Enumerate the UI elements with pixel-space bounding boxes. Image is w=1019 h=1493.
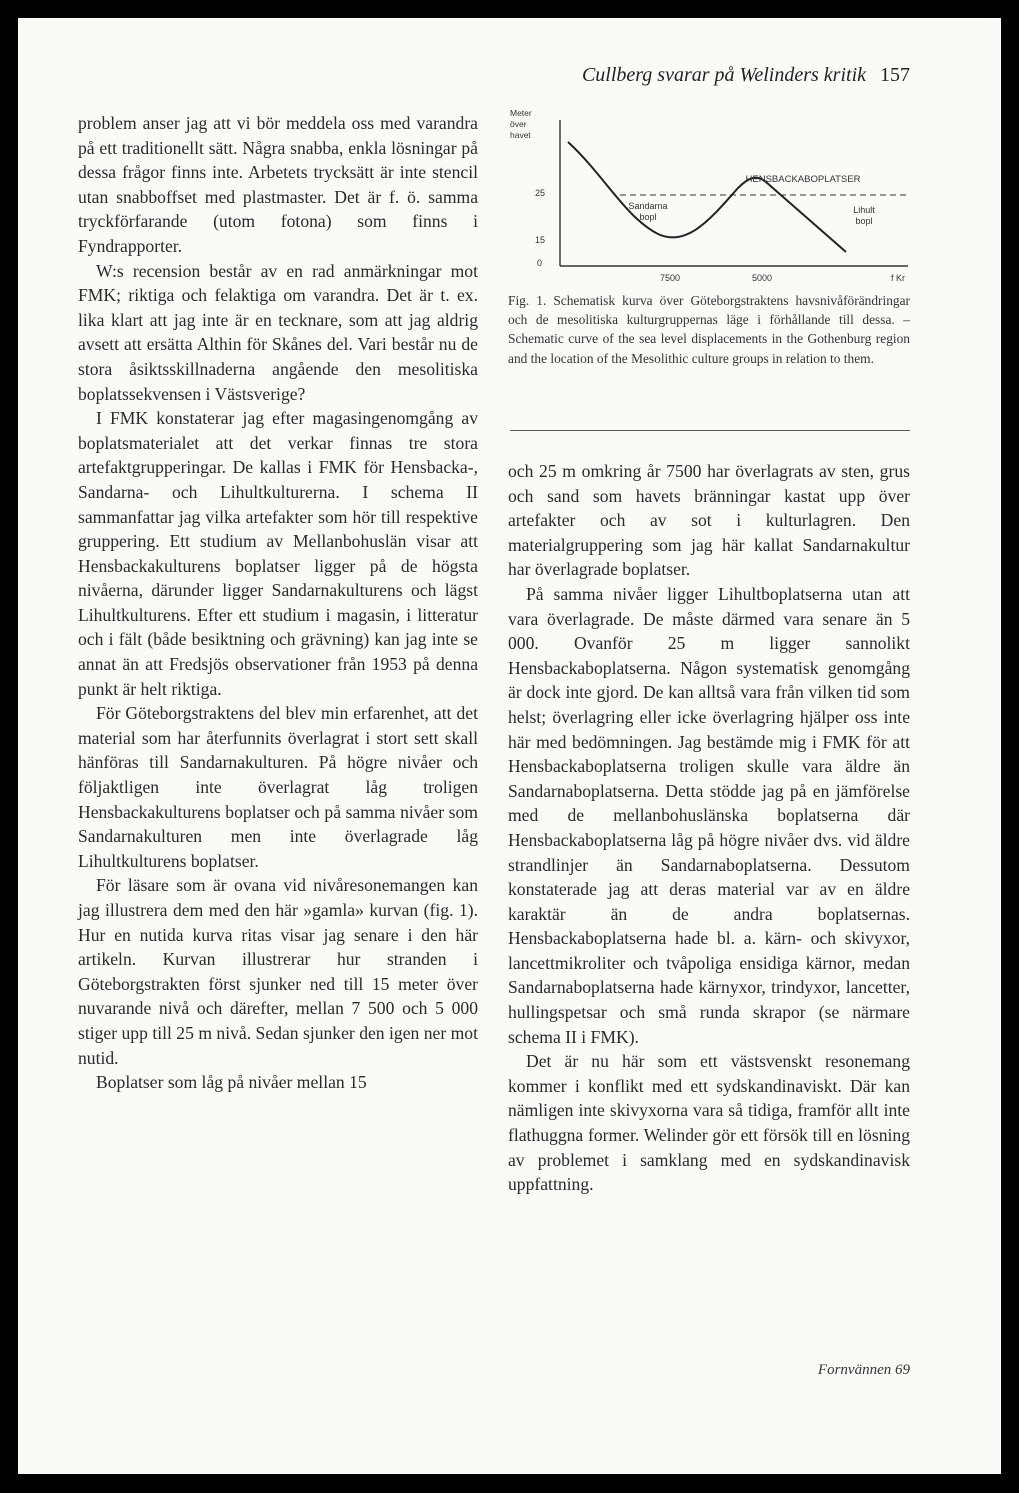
right-column <box>508 459 910 1197</box>
figure-caption: Fig. 1. Schematisk kurva över Göteborgstraktens havsnivåförändringar och de mesolitiska kulturgruppernas läge i förhållande till dessa. – Schematic curve of the sea level displacements in the Gothenburg region and the location of the Mesolithic culture groups in relation to them. <box>508 293 910 366</box>
paragraph: W:s recension består av en rad anmärkningar mot FMK; riktiga och felaktiga om varandra. Det är t. ex. lika klart att jag inte är en tecknare, som att jag aldrig avsett att ersätta Althin för Skånes del. Vari består nu de stora åsiktsskillnaderna angående den mesolitiska boplatssekvensen i Västsverige? <box>78 260 478 404</box>
sea-level-curve <box>568 142 846 252</box>
paragraph: I FMK konstaterar jag efter magasingenomgång av boplatsmaterialet att det verkar finnas tre stora artefaktgrupperingar. De kallas i FMK för Hensbacka-, Sandarna- och Lihultkulturerna. I schema II sammanfattar jag vilka artefakter som hör till respektive gruppering. Ett studium av Mellanbohuslän visar att Hensbackakulturens boplatser ligger på de högsta nivåerna, därunder ligger Sandarnakulturens och lägst Lihultkulturens. Efter ett studium i magasin, i litteratur och i fält (både besiktning och grävning) kan jag inte se annat än att Fredsjös observationer från 1953 på denna punkt är helt riktiga. <box>78 408 478 699</box>
x-tick-label: 5000 <box>751 273 773 283</box>
left-column <box>78 111 478 1095</box>
y-tick-label: 0 <box>537 258 543 268</box>
figure-1 <box>508 106 910 286</box>
paragraph: problem anser jag att vi bör meddela oss med varandra på ett traditionellt sätt. Några snabba, enkla lösningar på dessa frågor finns inte. Arbetets trycksätt är inte stencil utan snabboffset med plastmaster. Det är f. ö. samma tryckförfarande (utom fotona) som finns i Fyndrapporter. <box>78 113 478 256</box>
running-title: Cullberg svarar på Welinders kritik <box>581 64 866 86</box>
x-tick-label: f Kr <box>890 273 906 283</box>
y-tick-label: 25 <box>535 188 546 198</box>
sea-level-curve-chart <box>508 106 910 286</box>
sandarna-label: bopl <box>639 212 657 222</box>
sandarna-label: Sandarna <box>628 201 668 211</box>
paragraph: För läsare som är ovana vid nivåresonemangen kan jag illustrera dem med den här »gamla» kurvan (fig. 1). Hur en nutida kurva ritas visar jag senare i den här artikeln. Kurvan illustrerar hur stranden i Göteborgstrakten först sjunker ned till 15 meter över nuvarande nivå och därefter, mellan 7 500 och 5 000 stiger upp till 25 m nivå. Sedan sjunker den igen ner mot nutid. <box>78 875 478 1068</box>
x-tick-label: 7500 <box>659 273 681 283</box>
y-tick-label: 15 <box>535 235 546 245</box>
page-number: 157 <box>880 64 910 86</box>
paragraph: Boplatser som låg på nivåer mellan 15 <box>96 1072 367 1093</box>
running-header <box>540 64 910 87</box>
lihult-label: bopl <box>855 216 873 226</box>
caption-divider <box>510 430 910 431</box>
lihult-label: Lihult <box>853 205 875 215</box>
hensbacka-label: HENSBACKABOPLATSER <box>745 174 861 185</box>
paragraph: Det är nu här som ett västsvenskt resonemang kommer i konflikt med ett sydskandinaviskt. Där kan nämligen inte skivyxorna vara så tidiga, framför allt inte flathuggna former. Welinder gör ett försök till en lösning av problemet i samklang med en sydskandinavisk uppfattning. <box>508 1051 910 1195</box>
paragraph: För Göteborgstraktens del blev min erfarenhet, att det material som har återfunnits överlagrat i stort sett skall hänföras till Sandarnakulturen. På högre nivåer och följaktligen inte överlagrat låg troligen Hensbackakulturens boplatser och på samma nivåer som Sandarnakulturen men inte överlagrade låg Lihultkulturens boplatser. <box>78 703 478 871</box>
paragraph: På samma nivåer ligger Lihultboplatserna utan att vara överlagrade. De måste därmed vara senare än 5 000. Ovanför 25 m ligger sannolikt Hensbackaboplatserna. Någon systematisk genomgång är dock inte gjord. De kan alltså vara från vilken tid som helst; överlagring eller icke överlagring hjälper oss inte här med bedömningen. Jag bestämde mig i FMK för att Hensbackaboplatserna troligen skulle vara äldre än Sandarnaboplatserna. Detta stödde jag på en jämförelse med de mellanbohuslänska boplatserna där Hensbackaboplatserna låg på högre nivåer dvs. vid äldre strandlinjer än Sandarnaboplatserna. Dessutom konstaterade jag att deras material var av en äldre karaktär än de andra boplatsernas. Hensbackaboplatserna hade bl. a. kärn- och skivyxor, lancettmikroliter och tvåpoliga ensidiga kärnor, medan Sandarnaboplatserna hade kärnyxor, trindyxor, lancetter, hullingspetsar och små runda skrapor (se närmare schema II i FMK). <box>508 583 910 1047</box>
y-axis-label-line: havet <box>510 130 531 140</box>
y-axis-label-line: Meter <box>510 108 532 118</box>
journal-footer: Fornvännen 69 <box>817 1362 910 1378</box>
y-axis-label-line: över <box>510 119 527 129</box>
paragraph: och 25 m omkring år 7500 har överlagrats av sten, grus och sand som havets bränningar kastat upp över artefakter och av sot i kulturlagren. Den materialgruppering som jag här kallat Sandarnakultur har överlagrade boplatser. <box>508 461 910 580</box>
